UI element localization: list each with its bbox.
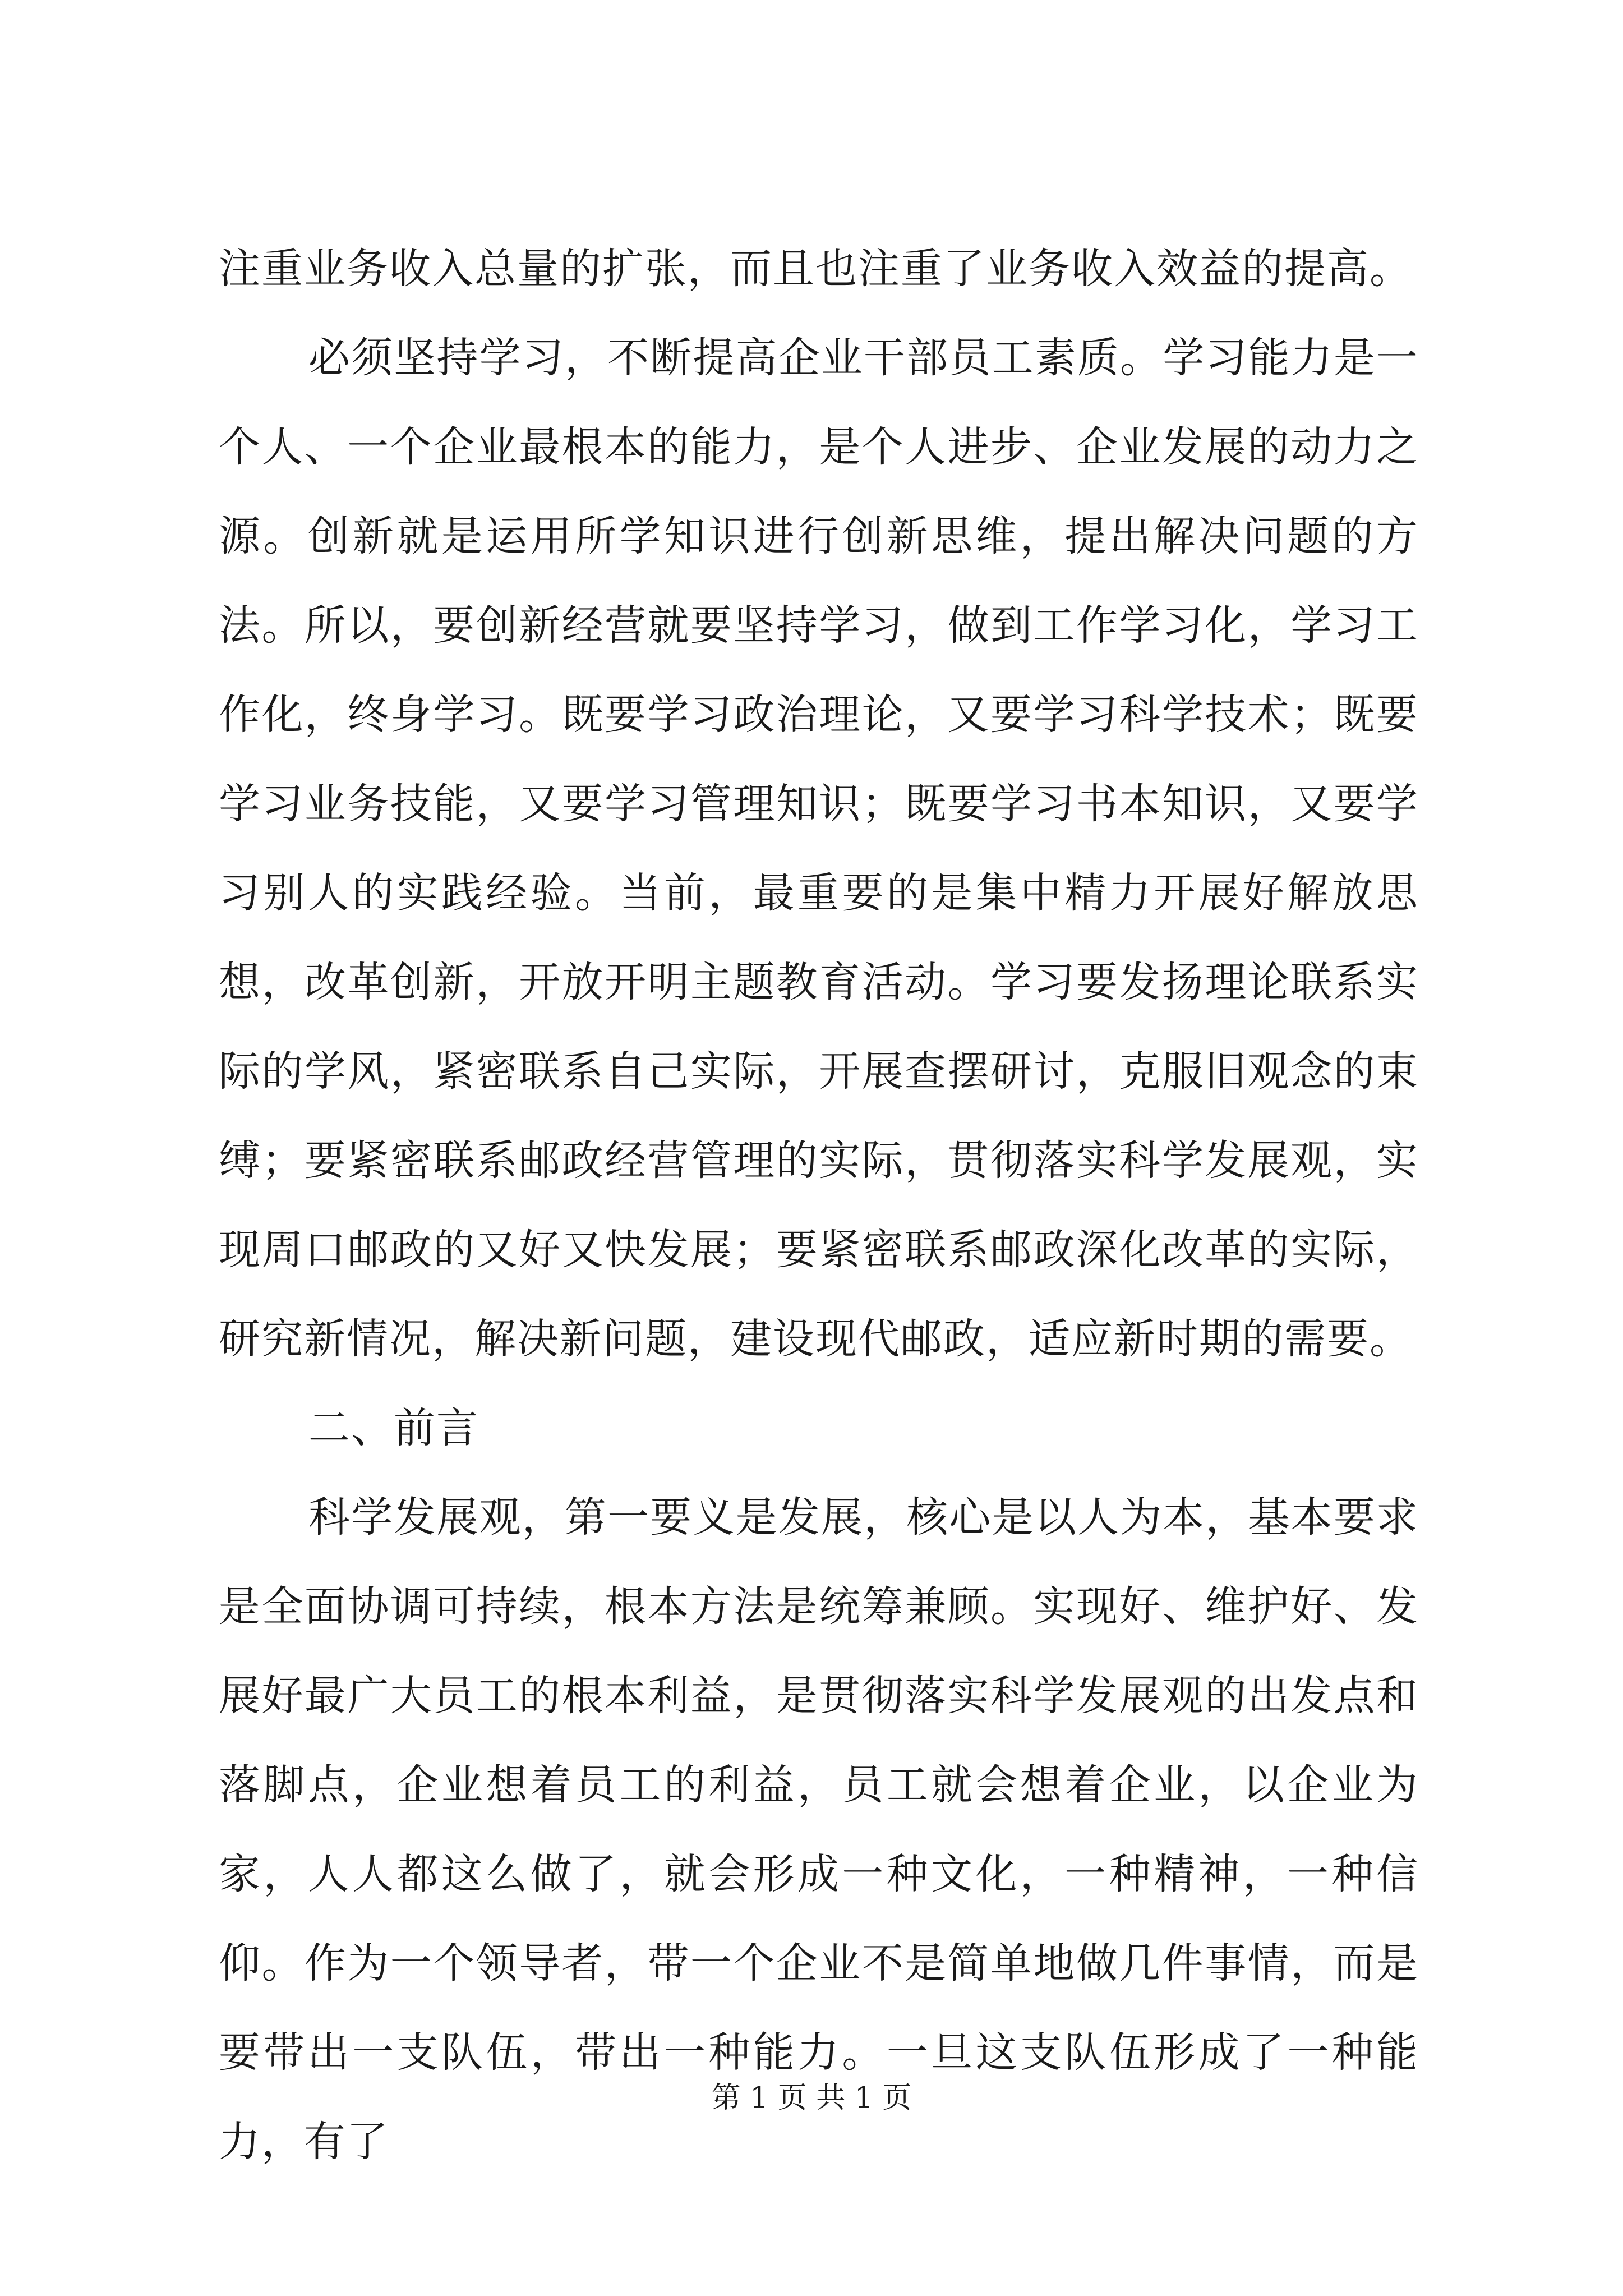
page-footer: 第 1 页 共 1 页 — [711, 2081, 912, 2115]
paragraph-1: 注重业务收入总量的扩张，而且也注重了业务收入效益的提高。 — [219, 245, 1412, 293]
section-heading: 二、前言 — [308, 1404, 479, 1452]
paragraph-2: 必须坚持学习，不断提高企业干部员工素质。学习能力是一个人、一个企业最根本的能力，是个人进步、企业发展的动力之源。创新就是运用所学知识进行创新思维，提出解决问题的方法。所以，要创新经营就要坚持学习，做到工作学习化，学习工作化，终身学习。既要学习政治理论，又要学习科学技术；既要学习业务技能，又要学习管理知识；既要学习书本知识，又要学习别人的实践经验。当前，最重要的是集中精力开展好解放思想，改革创新，开放开明主题教育活动。学习要发扬理论联系实际的学风，紧密联系自己实际，开展查摆研讨，克服旧观念的束缚；要紧密联系邮政经营管理的实际，贯彻落实科学发展观，实现周口邮政的又好又快发展；要紧密联系邮政深化改革的实际，研究新情况，解决新问题，建设现代邮政，适应新时期的需要。 — [219, 334, 1419, 1363]
document-body — [219, 224, 1419, 2187]
paragraph-3: 科学发展观，第一要义是发展，核心是以人为本，基本要求是全面协调可持续，根本方法是统筹兼顾。实现好、维护好、发展好最广大员工的根本利益，是贯彻落实科学发展观的出发点和落脚点，企业想着员工的利益，员工就会想着企业，以企业为家，人人都这么做了，就会形成一种文化，一种精神，一种信仰。作为一个领导者，带一个企业不是简单地做几件事情，而是要带出一支队伍，带出一种能力。一旦这支队伍形成了一种能力，有了 — [219, 1493, 1419, 2166]
